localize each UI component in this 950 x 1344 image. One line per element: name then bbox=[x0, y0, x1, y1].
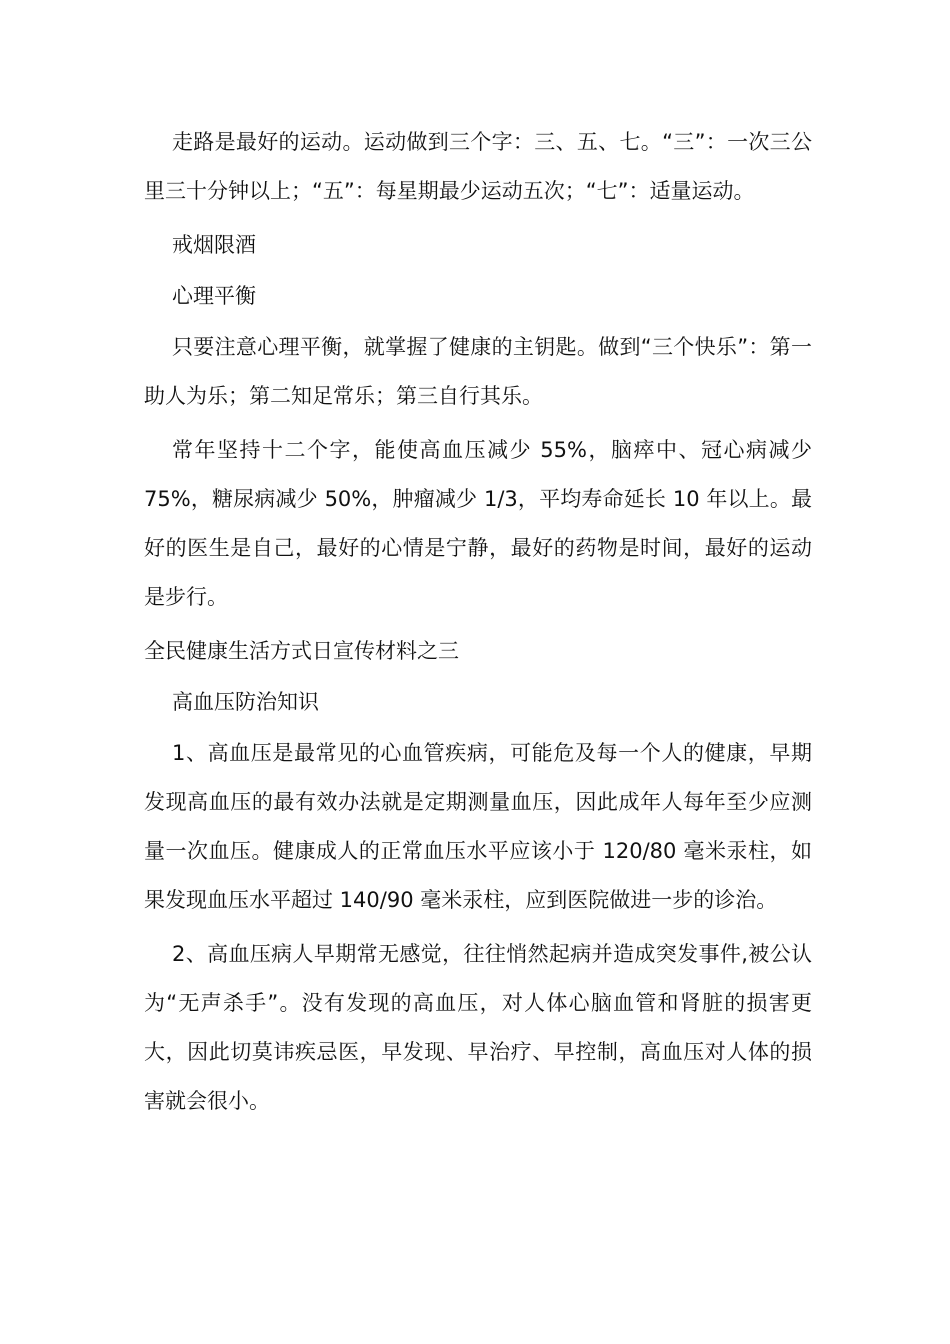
paragraph-twelve-words: 常年坚持十二个字，能使高血压减少 55%，脑瘁中、冠心病减少 75%，糖尿病减少 50%，肿瘤减少 1/3，平均寿命延长 10 年以上。最好的医生是自己，最好的心情是宁静，最好的药物是时间，最好的运动是步行。 bbox=[144, 438, 812, 609]
heading-mental-balance: 心理平衡 bbox=[172, 284, 256, 308]
paragraph-point-2: 2、高血压病人早期常无感觉，往往悄然起病并造成突发事件,被公认为“无声杀手”。没有发现的高血压，对人体心脑血管和肾脏的损害更大，因此切莫讳疾忌医，早发现、早治疗、早控制，高血压对人体的损害就会很小。 bbox=[144, 942, 812, 1113]
heading-quit-smoking: 戒烟限酒 bbox=[172, 233, 256, 257]
document-body bbox=[144, 118, 812, 1131]
paragraph-mental-balance: 只要注意心理平衡，就掌握了健康的主钥匙。做到“三个快乐”：第一助人为乐；第二知足常乐；第三自行其乐。 bbox=[144, 335, 812, 408]
section-subtitle: 高血压防治知识 bbox=[172, 690, 319, 714]
paragraph-point-1: 1、高血压是最常见的心血管疾病，可能危及每一个人的健康，早期发现高血压的最有效办法就是定期测量血压，因此成年人每年至少应测量一次血压。健康成人的正常血压水平应该小于 120/80 毫米汞柱，如果发现血压水平超过 140/90 毫米汞柱，应到医院做进一步的诊治。 bbox=[144, 741, 812, 912]
section-title: 全民健康生活方式日宣传材料之三 bbox=[144, 639, 459, 663]
paragraph-walking: 走路是最好的运动。运动做到三个字：三、五、七。“三”：一次三公里三十分钟以上；“五”：每星期最少运动五次；“七”：适量运动。 bbox=[144, 130, 812, 203]
